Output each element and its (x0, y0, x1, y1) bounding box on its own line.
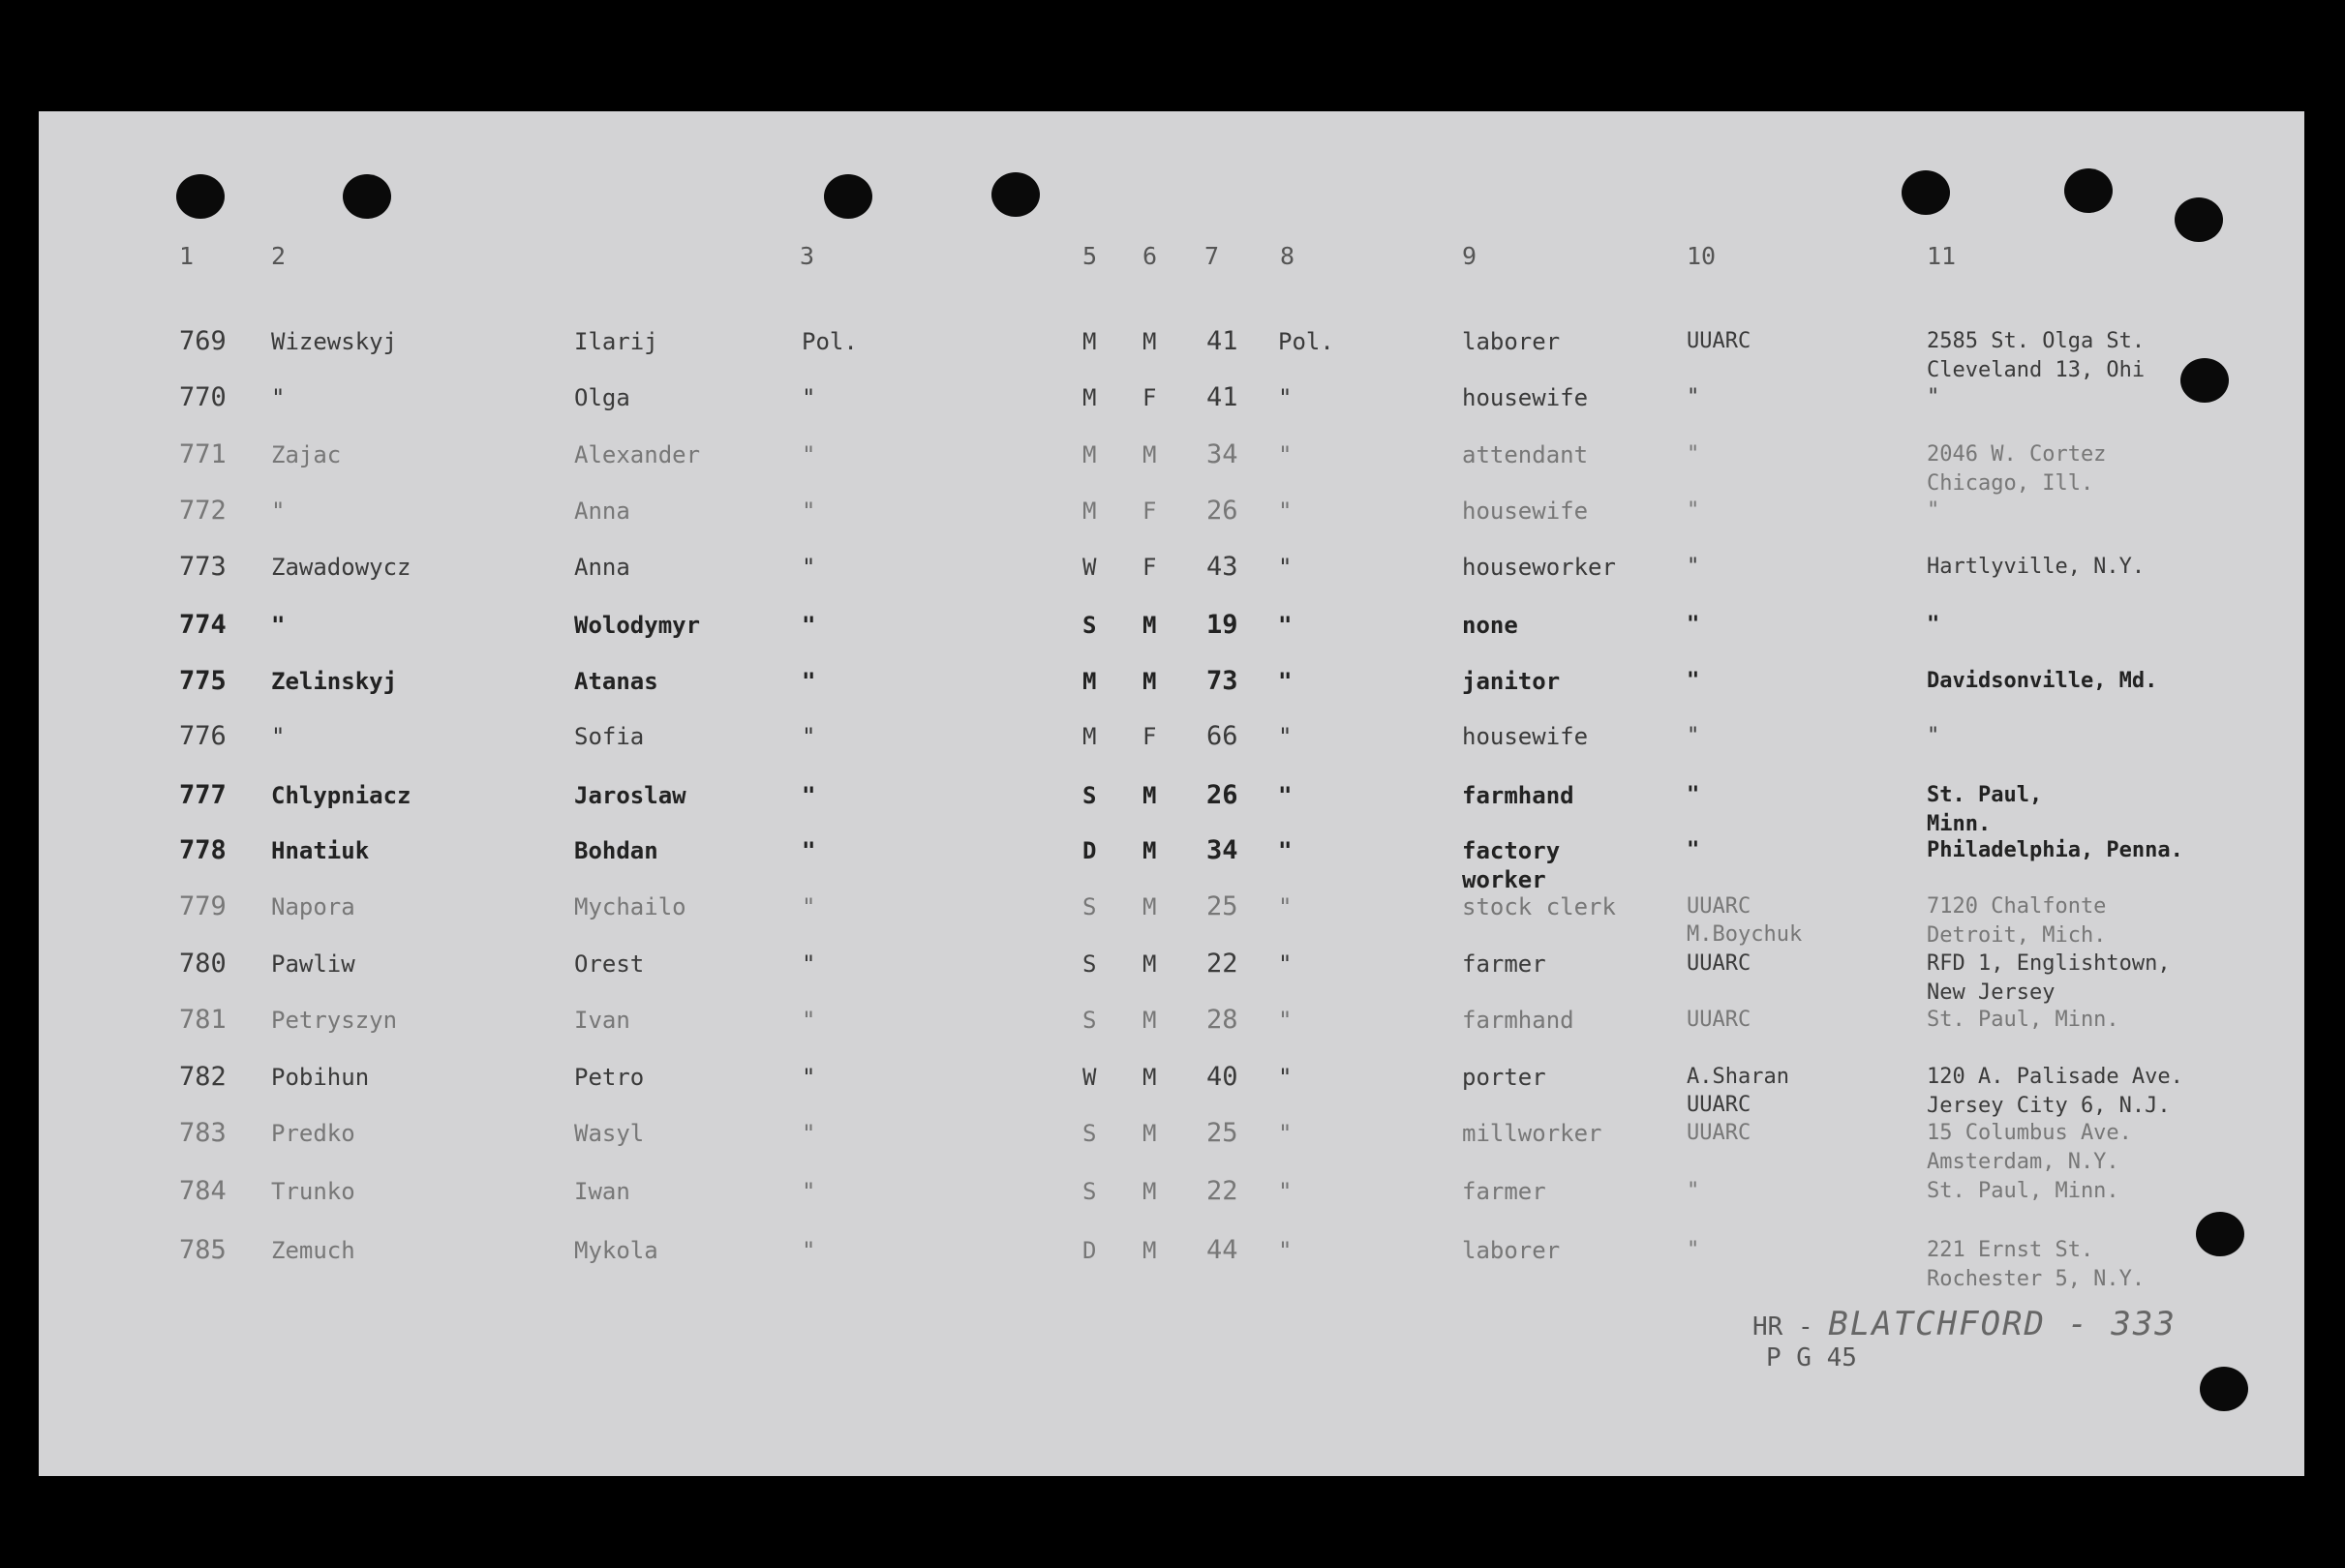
given-name: Jaroslaw (574, 782, 686, 809)
sponsor (1687, 1006, 1751, 1034)
marital-status: S (1082, 1178, 1097, 1205)
punch-hole (176, 174, 225, 219)
occupation-line: stock clerk (1462, 893, 1616, 920)
occupation-line: farmhand (1462, 782, 1574, 809)
occupation (1462, 497, 1588, 526)
record-row (0, 892, 2345, 949)
given-name: Sofia (574, 723, 645, 750)
sex: M (1142, 893, 1157, 920)
age: 25 (1206, 891, 1238, 921)
given-name: Bohdan (574, 837, 658, 864)
column-8-value: " (1278, 782, 1293, 809)
nationality: " (802, 1178, 816, 1205)
destination-address (1927, 836, 2183, 865)
record-number: 778 (179, 835, 227, 865)
occupation-line: worker (1462, 866, 1546, 893)
sex: M (1142, 1237, 1157, 1264)
file-reference-stamp (1752, 1305, 2177, 1373)
surname: Pobihun (271, 1064, 370, 1091)
record-number: 775 (179, 666, 227, 696)
marital-status: S (1082, 950, 1097, 978)
sponsor (1687, 892, 1802, 949)
sex: M (1142, 1178, 1157, 1205)
age: 26 (1206, 780, 1238, 810)
column-8-value: " (1278, 1120, 1293, 1147)
destination-address (1927, 1063, 2183, 1121)
marital-status: M (1082, 328, 1097, 355)
age: 22 (1206, 1176, 1238, 1206)
address-line: New Jersey (1927, 980, 2056, 1005)
sponsor (1687, 327, 1751, 355)
given-name: Atanas (574, 668, 658, 695)
sponsor (1687, 383, 1699, 411)
handwritten-ship-reference: BLATCHFORD - 333 (1828, 1305, 2177, 1343)
marital-status: S (1082, 612, 1097, 639)
destination-address (1927, 781, 2042, 839)
address-line: 15 Columbus Ave. (1927, 1121, 2132, 1145)
occupation (1462, 383, 1588, 412)
occupation (1462, 611, 1518, 640)
marital-status: S (1082, 1007, 1097, 1034)
nationality: " (802, 612, 816, 639)
surname: Zemuch (271, 1237, 355, 1264)
sponsor-line: A.Sharan (1687, 1065, 1789, 1089)
occupation-line: none (1462, 612, 1518, 639)
destination-address (1927, 1236, 2145, 1294)
occupation (1462, 440, 1588, 469)
sex: M (1142, 837, 1157, 864)
nationality: " (802, 1237, 816, 1264)
occupation (1462, 667, 1560, 696)
record-row (0, 1177, 2345, 1233)
destination-address (1927, 611, 1939, 640)
occupation (1462, 836, 1560, 894)
marital-status: D (1082, 1237, 1097, 1264)
occupation-line: housewife (1462, 723, 1589, 750)
sex: F (1142, 723, 1157, 750)
sex: F (1142, 554, 1157, 581)
sponsor-line: UUARC (1687, 329, 1751, 353)
record-number: 771 (179, 439, 227, 469)
record-number: 779 (179, 891, 227, 921)
occupation (1462, 1177, 1546, 1206)
surname: " (271, 612, 286, 639)
occupation-line: porter (1462, 1064, 1546, 1091)
sponsor-line: " (1687, 385, 1700, 409)
age: 66 (1206, 721, 1238, 751)
given-name: Wasyl (574, 1120, 645, 1147)
record-row (0, 781, 2345, 837)
destination-address (1927, 553, 2145, 582)
age: 34 (1206, 439, 1238, 469)
occupation-line: housewife (1462, 498, 1589, 525)
destination-address (1927, 383, 1939, 412)
record-row (0, 1006, 2345, 1062)
column-header: 1 (179, 242, 195, 270)
occupation (1462, 1063, 1546, 1092)
column-8-value: " (1278, 837, 1293, 864)
nationality: " (802, 1120, 816, 1147)
nationality: Pol. (802, 328, 858, 355)
destination-address (1927, 1177, 2119, 1206)
sponsor-line: UUARC (1687, 1093, 1751, 1117)
surname: Pawliw (271, 950, 355, 978)
given-name: Ivan (574, 1007, 630, 1034)
record-number: 773 (179, 552, 227, 582)
sponsor-line: " (1687, 1179, 1700, 1203)
occupation (1462, 1006, 1574, 1035)
record-row (0, 1063, 2345, 1119)
column-header: 9 (1462, 242, 1477, 270)
occupation-line: laborer (1462, 1237, 1561, 1264)
sex: M (1142, 441, 1157, 468)
sponsor (1687, 667, 1699, 695)
marital-status: S (1082, 1120, 1097, 1147)
destination-address (1927, 327, 2145, 385)
given-name: Alexander (574, 441, 701, 468)
address-line: " (1927, 724, 1940, 748)
sex: M (1142, 782, 1157, 809)
record-row (0, 1119, 2345, 1175)
record-row (0, 722, 2345, 778)
sponsor-line: UUARC (1687, 894, 1751, 919)
column-8-value: " (1278, 1064, 1293, 1091)
address-line: 221 Ernst St. (1927, 1238, 2094, 1262)
sponsor-line: " (1687, 1238, 1700, 1262)
given-name: Anna (574, 498, 630, 525)
column-8-value: " (1278, 950, 1293, 978)
sex: F (1142, 384, 1157, 411)
marital-status: W (1082, 554, 1097, 581)
address-line: Minn. (1927, 812, 1992, 836)
nationality: " (802, 837, 816, 864)
marital-status: M (1082, 441, 1097, 468)
address-line: Chicago, Ill. (1927, 471, 2094, 496)
column-header: 5 (1082, 242, 1098, 270)
address-line: St. Paul, Minn. (1927, 1179, 2119, 1203)
occupation (1462, 327, 1560, 356)
column-8-value: " (1278, 1007, 1293, 1034)
occupation (1462, 892, 1616, 921)
column-8-value: " (1278, 384, 1293, 411)
address-line: Cleveland 13, Ohi (1927, 358, 2146, 382)
sponsor (1687, 440, 1699, 468)
column-header: 2 (271, 242, 287, 270)
record-row (0, 383, 2345, 439)
given-name: Orest (574, 950, 645, 978)
punch-hole (2175, 197, 2223, 242)
column-header: 11 (1927, 242, 1957, 270)
nationality: " (802, 1007, 816, 1034)
address-line: Rochester 5, N.Y. (1927, 1267, 2146, 1291)
destination-address (1927, 667, 2157, 696)
sponsor-line: UUARC (1687, 1121, 1751, 1145)
nationality: " (802, 554, 816, 581)
sex: M (1142, 328, 1157, 355)
address-line: St. Paul, (1927, 783, 2043, 807)
nationality: " (802, 782, 816, 809)
occupation-line: farmer (1462, 1178, 1546, 1205)
age: 28 (1206, 1005, 1238, 1035)
stamp-prefix: HR - (1752, 1312, 1813, 1342)
sponsor-line: " (1687, 783, 1700, 807)
given-name: Iwan (574, 1178, 630, 1205)
age: 44 (1206, 1235, 1238, 1265)
surname: Hnatiuk (271, 837, 370, 864)
age: 25 (1206, 1118, 1238, 1148)
record-number: 774 (179, 610, 227, 640)
sponsor-line: UUARC (1687, 1008, 1751, 1032)
column-8-value: " (1278, 668, 1293, 695)
given-name: Mykola (574, 1237, 658, 1264)
marital-status: S (1082, 782, 1097, 809)
age: 43 (1206, 552, 1238, 582)
occupation (1462, 553, 1616, 582)
surname: Napora (271, 893, 355, 920)
sponsor (1687, 950, 1751, 978)
record-row (0, 497, 2345, 553)
column-8-value: " (1278, 1178, 1293, 1205)
punch-hole (2064, 168, 2113, 213)
age: 34 (1206, 835, 1238, 865)
age: 41 (1206, 382, 1238, 412)
column-8-value: " (1278, 723, 1293, 750)
occupation (1462, 1236, 1560, 1265)
nationality: " (802, 950, 816, 978)
address-line: " (1927, 498, 1940, 523)
sponsor (1687, 1177, 1699, 1205)
sponsor (1687, 497, 1699, 525)
record-row (0, 327, 2345, 383)
surname: Zawadowycz (271, 554, 411, 581)
column-header: 7 (1204, 242, 1220, 270)
sponsor (1687, 1119, 1751, 1147)
destination-address (1927, 497, 1939, 526)
marital-status: D (1082, 837, 1097, 864)
age: 22 (1206, 949, 1238, 979)
record-number: 784 (179, 1176, 227, 1206)
record-row (0, 667, 2345, 723)
marital-status: M (1082, 384, 1097, 411)
column-8-value: " (1278, 441, 1293, 468)
occupation-line: houseworker (1462, 554, 1616, 581)
punch-hole (2200, 1367, 2248, 1411)
nationality: " (802, 668, 816, 695)
column-8-value: Pol. (1278, 328, 1334, 355)
sponsor-line: " (1687, 669, 1700, 693)
address-line: St. Paul, Minn. (1927, 1008, 2119, 1032)
occupation-line: factory (1462, 837, 1561, 864)
punch-hole (1902, 170, 1950, 215)
record-number: 781 (179, 1005, 227, 1035)
address-line: RFD 1, Englishtown, (1927, 951, 2171, 976)
surname: Zajac (271, 441, 342, 468)
occupation (1462, 950, 1546, 979)
surname: Wizewskyj (271, 328, 398, 355)
punch-hole (343, 174, 391, 219)
address-line: Amsterdam, N.Y. (1927, 1150, 2119, 1174)
column-8-value: " (1278, 893, 1293, 920)
sponsor-line: " (1687, 555, 1700, 579)
column-8-value: " (1278, 498, 1293, 525)
address-line: 2046 W. Cortez (1927, 442, 2107, 467)
stamp-page: P G 45 (1766, 1343, 1857, 1372)
record-number: 776 (179, 721, 227, 751)
record-number: 777 (179, 780, 227, 810)
column-8-value: " (1278, 554, 1293, 581)
surname: Petryszyn (271, 1007, 398, 1034)
nationality: " (802, 384, 816, 411)
surname: Chlypniacz (271, 782, 411, 809)
sponsor (1687, 611, 1699, 639)
surname: Trunko (271, 1178, 355, 1205)
sex: M (1142, 1120, 1157, 1147)
address-line: Hartlyville, N.Y. (1927, 555, 2146, 579)
column-8-value: " (1278, 612, 1293, 639)
destination-address (1927, 892, 2106, 950)
surname: Predko (271, 1120, 355, 1147)
surname: " (271, 384, 286, 411)
nationality: " (802, 723, 816, 750)
occupation-line: laborer (1462, 328, 1561, 355)
occupation-line: janitor (1462, 668, 1561, 695)
record-number: 769 (179, 326, 227, 356)
occupation-line: attendant (1462, 441, 1589, 468)
column-header: 10 (1687, 242, 1717, 270)
sponsor (1687, 836, 1699, 864)
age: 73 (1206, 666, 1238, 696)
sex: M (1142, 950, 1157, 978)
age: 40 (1206, 1062, 1238, 1092)
address-line: " (1927, 613, 1940, 637)
surname: " (271, 723, 286, 750)
address-line: 120 A. Palisade Ave. (1927, 1065, 2183, 1089)
marital-status: M (1082, 498, 1097, 525)
sponsor (1687, 781, 1699, 809)
sponsor-line: " (1687, 838, 1700, 862)
address-line: Detroit, Mich. (1927, 923, 2107, 948)
record-number: 770 (179, 382, 227, 412)
nationality: " (802, 893, 816, 920)
record-number: 772 (179, 496, 227, 526)
age: 26 (1206, 496, 1238, 526)
sponsor (1687, 553, 1699, 581)
sex: M (1142, 612, 1157, 639)
nationality: " (802, 441, 816, 468)
occupation (1462, 1119, 1602, 1148)
column-header: 6 (1142, 242, 1158, 270)
record-number: 785 (179, 1235, 227, 1265)
sponsor (1687, 1236, 1699, 1264)
occupation-line: farmer (1462, 950, 1546, 978)
record-number: 782 (179, 1062, 227, 1092)
marital-status: M (1082, 668, 1097, 695)
destination-address (1927, 722, 1939, 751)
sponsor-line: " (1687, 724, 1700, 748)
record-number: 780 (179, 949, 227, 979)
surname: " (271, 498, 286, 525)
address-line: 2585 St. Olga St. (1927, 329, 2146, 353)
sponsor-line: M.Boychuk (1687, 922, 1803, 947)
punch-hole (991, 172, 1040, 217)
age: 41 (1206, 326, 1238, 356)
destination-address (1927, 440, 2106, 498)
age: 19 (1206, 610, 1238, 640)
address-line: 7120 Chalfonte (1927, 894, 2107, 919)
nationality: " (802, 498, 816, 525)
record-row (0, 950, 2345, 1006)
given-name: Ilarij (574, 328, 658, 355)
sponsor (1687, 1063, 1789, 1119)
surname: Zelinskyj (271, 668, 398, 695)
sponsor (1687, 722, 1699, 750)
marital-status: M (1082, 723, 1097, 750)
address-line: Philadelphia, Penna. (1927, 838, 2183, 862)
record-row (0, 611, 2345, 667)
sex: F (1142, 498, 1157, 525)
record-row (0, 440, 2345, 497)
sponsor-line: " (1687, 613, 1700, 637)
address-line: " (1927, 385, 1940, 409)
occupation (1462, 722, 1588, 751)
destination-address (1927, 950, 2171, 1008)
sponsor-line: " (1687, 498, 1700, 523)
occupation-line: millworker (1462, 1120, 1602, 1147)
nationality: " (802, 1064, 816, 1091)
address-line: Jersey City 6, N.J. (1927, 1094, 2171, 1118)
record-row (0, 553, 2345, 609)
sex: M (1142, 668, 1157, 695)
column-header: 8 (1280, 242, 1295, 270)
occupation (1462, 781, 1574, 810)
sponsor-line: " (1687, 442, 1700, 467)
destination-address (1927, 1119, 2132, 1177)
given-name: Petro (574, 1064, 645, 1091)
destination-address (1927, 1006, 2119, 1035)
sponsor-line: UUARC (1687, 951, 1751, 976)
record-row (0, 836, 2345, 892)
given-name: Mychailo (574, 893, 686, 920)
sex: M (1142, 1064, 1157, 1091)
occupation-line: farmhand (1462, 1007, 1574, 1034)
punch-hole (824, 174, 872, 219)
column-8-value: " (1278, 1237, 1293, 1264)
occupation-line: housewife (1462, 384, 1589, 411)
record-number: 783 (179, 1118, 227, 1148)
marital-status: W (1082, 1064, 1097, 1091)
sex: M (1142, 1007, 1157, 1034)
given-name: Olga (574, 384, 630, 411)
given-name: Wolodymyr (574, 612, 701, 639)
address-line: Davidsonville, Md. (1927, 669, 2158, 693)
record-row (0, 1236, 2345, 1292)
column-header: 3 (800, 242, 815, 270)
marital-status: S (1082, 893, 1097, 920)
given-name: Anna (574, 554, 630, 581)
